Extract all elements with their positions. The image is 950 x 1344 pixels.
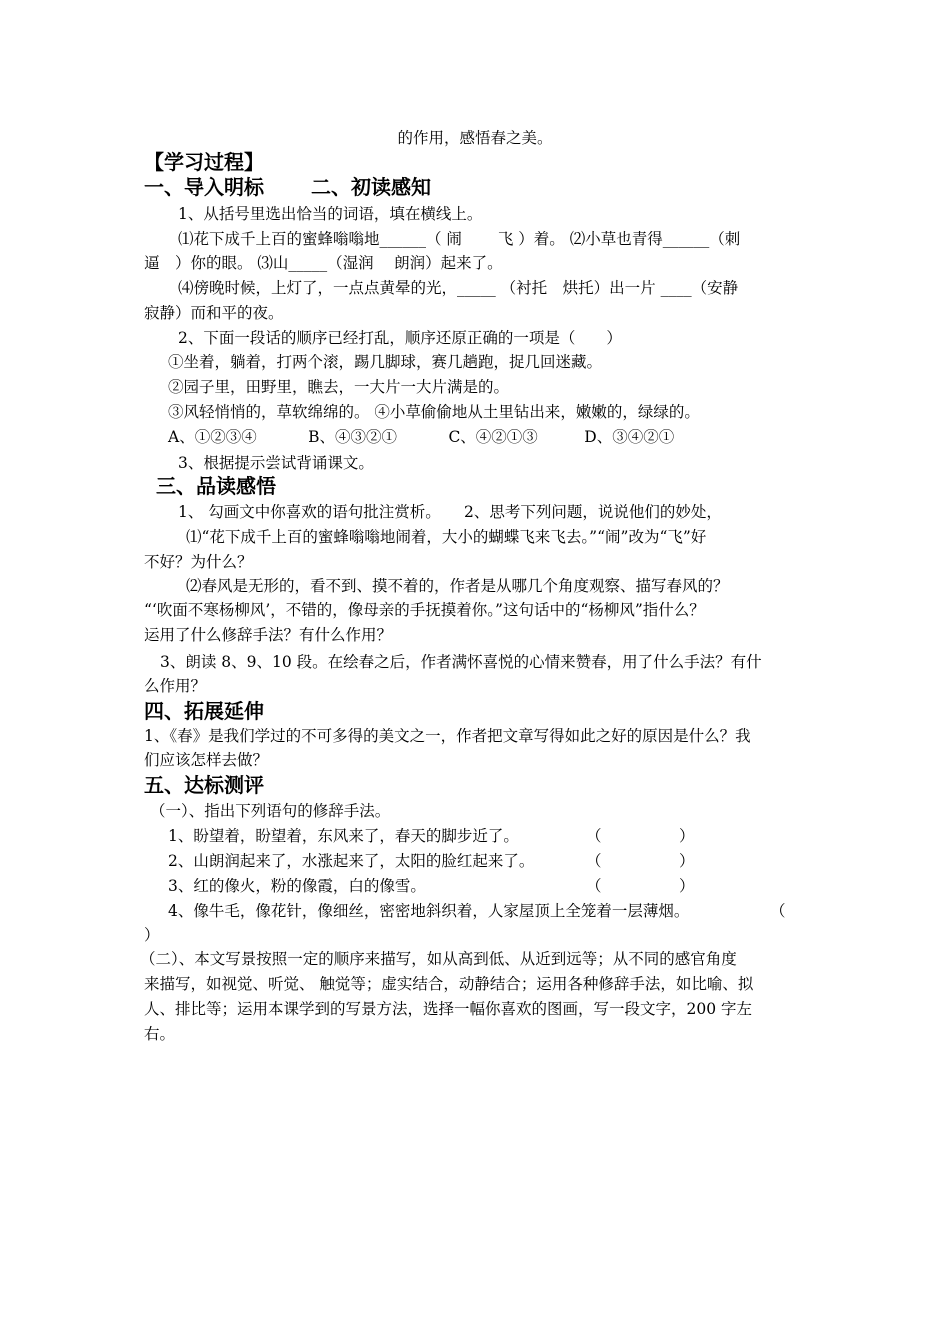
- q1-item-a: ⑴花下成千上百的蜜蜂嗡嗡地______（ 闹 飞 ）着。 ⑵小草也青得______（刺: [178, 230, 741, 248]
- q2-instruction: 2、下面一段话的顺序已经打乱，顺序还原正确的一项是（ ）: [178, 329, 622, 347]
- s5-item-3: 3、红的像火，粉的像霞，白的像雪。: [168, 877, 426, 895]
- s5-part-2-line-4: 右。: [144, 1025, 176, 1043]
- s3-line-3: 不好？为什么？: [144, 553, 253, 571]
- s5-item-4-paren-open: （: [770, 902, 786, 920]
- heading-section-3: 三、品读感悟: [156, 474, 276, 498]
- q1-instruction: 1、从括号里选出恰当的词语，填在横线上。: [178, 205, 483, 223]
- q2-sentence-2: ②园子里，田野里，瞧去，一大片一大片满是的。: [168, 378, 510, 396]
- q2-options: A、①②③④ B、④③②① C、④②①③ D、③④②①: [168, 428, 675, 446]
- s5-item-1-answer-blank: （ ）: [586, 827, 695, 845]
- q1-item-c: ⑷傍晚时候，上灯了，一点点黄晕的光，_____ （衬托 烘托）出一片 ____（安静: [178, 279, 739, 297]
- s5-part-1-intro: （一）、指出下列语句的修辞手法。: [150, 802, 391, 820]
- q3-instruction: 3、根据提示尝试背诵课文。: [178, 454, 374, 472]
- header-line: 的作用，感悟春之美。: [397, 129, 553, 147]
- q1-item-d: 寂静）而和平的夜。: [144, 304, 284, 322]
- s5-part-2-line-1: （二）、本文写景按照一定的顺序来描写，如从高到低、从近到远等；从不同的感官角度: [140, 950, 737, 968]
- s5-item-2-answer-blank: （ ）: [586, 852, 695, 870]
- s3-line-2: ⑴“花下成千上百的蜜蜂嗡嗡地闹着，大小的蝴蝶飞来飞去。”“闹”改为“飞”好: [186, 528, 707, 546]
- heading-section-4: 四、拓展延伸: [144, 699, 264, 723]
- s5-item-2: 2、山朗润起来了，水涨起来了，太阳的脸红起来了。: [168, 852, 535, 870]
- s3-line-4: ⑵春风是无形的，看不到、摸不着的，作者是从哪几个角度观察、描写春风的？: [186, 577, 729, 595]
- s5-item-1: 1、盼望着，盼望着，东风来了，春天的脚步近了。: [168, 827, 519, 845]
- s4-line-2: 们应该怎样去做？: [144, 751, 269, 769]
- s3-line-6: 运用了什么修辞手法？有什么作用？: [144, 626, 393, 644]
- heading-sections-1-2: 一、导入明标 二、初读感知: [144, 175, 431, 199]
- heading-section-5: 五、达标测评: [144, 773, 264, 797]
- s5-item-3-answer-blank: （ ）: [586, 877, 695, 895]
- s3-line-5: “‘吹面不寒杨柳风’，不错的，像母亲的手抚摸着你。”这句话中的“杨柳风”指什么？: [144, 601, 705, 619]
- s3-line-8: 么作用？: [144, 677, 207, 695]
- s5-item-4: 4、像牛毛，像花针，像细丝，密密地斜织着，人家屋顶上全笼着一层薄烟。: [168, 902, 690, 920]
- q2-sentence-3: ③风轻悄悄的，草软绵绵的。 ④小草偷偷地从土里钻出来，嫩嫩的，绿绿的。: [168, 403, 700, 421]
- s5-item-4-paren-close: ）: [144, 926, 160, 944]
- s4-line-1: 1、《春》是我们学过的不可多得的美文之一，作者把文章写得如此之好的原因是什么？我: [144, 727, 751, 745]
- q1-item-b: 逼 ）你的眼。 ⑶山_____（湿润 朗润）起来了。: [144, 254, 503, 272]
- heading-learning-process: 【学习过程】: [144, 150, 264, 174]
- s3-line-7: 3、朗读 8、9、10 段。在绘春之后，作者满怀喜悦的心情来赞春，用了什么手法？有什: [160, 653, 762, 671]
- s5-part-2-line-3: 人、排比等；运用本课学到的写景方法，选择一幅你喜欢的图画，写一段文字，200 字左: [144, 1000, 753, 1018]
- s5-part-2-line-2: 来描写，如视觉、听觉、 触觉等；虚实结合，动静结合；运用各种修辞手法，如比喻、拟: [144, 975, 754, 993]
- s3-line-1: 1、 勾画文中你喜欢的语句批注赏析。 2、思考下列问题，说说他们的妙处，: [178, 503, 722, 521]
- q2-sentence-1: ①坐着，躺着，打两个滚，踢几脚球，赛几趟跑，捉几回迷藏。: [168, 353, 603, 371]
